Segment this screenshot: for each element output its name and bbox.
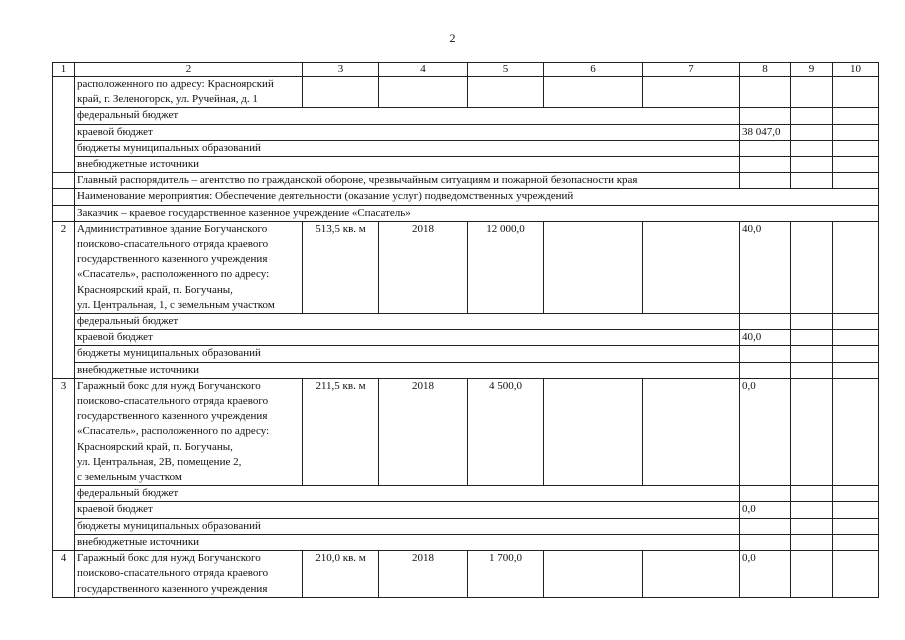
object-description: Гаражный бокс для нужд Богучанского поисково-спасательного отряда краевого государственного казенного учреждения «Спасатель», расположенного по адресу: Красноярский край, п. Богучаны, ул. Центральная, 2В, помещение 2, с земельным участком bbox=[75, 378, 303, 485]
header-cell: 6 bbox=[544, 63, 643, 77]
main-manager: Главный распорядитель – агентство по гражданской обороне, чрезвычайным ситуациям и пожарной безопасности края bbox=[75, 173, 740, 189]
object-cost: 12 000,0 bbox=[468, 221, 544, 313]
object-col8: 0,0 bbox=[740, 378, 791, 485]
row-number: 2 bbox=[53, 221, 75, 378]
row-number bbox=[53, 77, 75, 173]
table-row bbox=[53, 108, 879, 124]
funding-municipal: бюджеты муниципальных образований bbox=[75, 518, 740, 534]
table-row bbox=[53, 502, 879, 518]
event-name: Наименование мероприятия: Обеспечение деятельности (оказание услуг) подведомственных учреждений bbox=[75, 189, 879, 205]
table-row bbox=[53, 221, 879, 313]
funding-offbudget: внебюджетные источники bbox=[75, 534, 740, 550]
customer: Заказчик – краевое государственное казенное учреждение «Спасатель» bbox=[75, 205, 879, 221]
table-row bbox=[53, 346, 879, 362]
funding-regional: краевой бюджет bbox=[75, 124, 740, 140]
header-cell: 10 bbox=[833, 63, 879, 77]
table-row bbox=[53, 314, 879, 330]
object-area: 211,5 кв. м bbox=[303, 378, 379, 485]
header-cell: 7 bbox=[643, 63, 740, 77]
table-row bbox=[53, 77, 879, 108]
table-row bbox=[53, 534, 879, 550]
table-row bbox=[53, 378, 879, 485]
object-year: 2018 bbox=[379, 378, 468, 485]
object-col8: 0,0 bbox=[740, 551, 791, 598]
header-cell: 1 bbox=[53, 63, 75, 77]
row-number: 3 bbox=[53, 378, 75, 550]
object-description: Административное здание Богучанского поисково-спасательного отряда краевого государственного казенного учреждения «Спасатель», расположенного по адресу: Красноярский край, п. Богучаны, ул. Центральная, 1, с земельным участком bbox=[75, 221, 303, 313]
funding-regional-value: 40,0 bbox=[740, 330, 791, 346]
table-row bbox=[53, 173, 879, 189]
table-row bbox=[53, 205, 879, 221]
table-row bbox=[53, 140, 879, 156]
table-row bbox=[53, 551, 879, 598]
table-row bbox=[53, 518, 879, 534]
header-cell: 5 bbox=[468, 63, 544, 77]
table-row bbox=[53, 362, 879, 378]
object-description: расположенного по адресу: Красноярский край, г. Зеленогорск, ул. Ручейная, д. 1 bbox=[75, 77, 303, 108]
funding-federal: федеральный бюджет bbox=[75, 486, 740, 502]
object-year: 2018 bbox=[379, 551, 468, 598]
program-table bbox=[52, 62, 879, 598]
funding-federal: федеральный бюджет bbox=[75, 314, 740, 330]
table-row bbox=[53, 124, 879, 140]
funding-federal: федеральный бюджет bbox=[75, 108, 740, 124]
object-area: 210,0 кв. м bbox=[303, 551, 379, 598]
object-year: 2018 bbox=[379, 221, 468, 313]
page-number: 2 bbox=[449, 31, 456, 45]
header-cell: 8 bbox=[740, 63, 791, 77]
object-cost: 4 500,0 bbox=[468, 378, 544, 485]
funding-regional: краевой бюджет bbox=[75, 330, 740, 346]
header-cell: 4 bbox=[379, 63, 468, 77]
header-cell: 2 bbox=[75, 63, 303, 77]
funding-regional-value: 0,0 bbox=[740, 502, 791, 518]
funding-regional-value: 38 047,0 bbox=[740, 124, 791, 140]
header-cell: 9 bbox=[791, 63, 833, 77]
object-cost: 1 700,0 bbox=[468, 551, 544, 598]
header-row bbox=[53, 63, 879, 77]
funding-offbudget: внебюджетные источники bbox=[75, 362, 740, 378]
row-number: 4 bbox=[53, 551, 75, 598]
object-area: 513,5 кв. м bbox=[303, 221, 379, 313]
table-row bbox=[53, 330, 879, 346]
object-col8: 40,0 bbox=[740, 221, 791, 313]
table-row bbox=[53, 189, 879, 205]
header-cell: 3 bbox=[303, 63, 379, 77]
table-row bbox=[53, 157, 879, 173]
table-row bbox=[53, 486, 879, 502]
object-description: Гаражный бокс для нужд Богучанского поисково-спасательного отряда краевого государственного казенного учреждения bbox=[75, 551, 303, 598]
funding-regional: краевой бюджет bbox=[75, 502, 740, 518]
funding-municipal: бюджеты муниципальных образований bbox=[75, 140, 740, 156]
funding-municipal: бюджеты муниципальных образований bbox=[75, 346, 740, 362]
funding-offbudget: внебюджетные источники bbox=[75, 157, 740, 173]
